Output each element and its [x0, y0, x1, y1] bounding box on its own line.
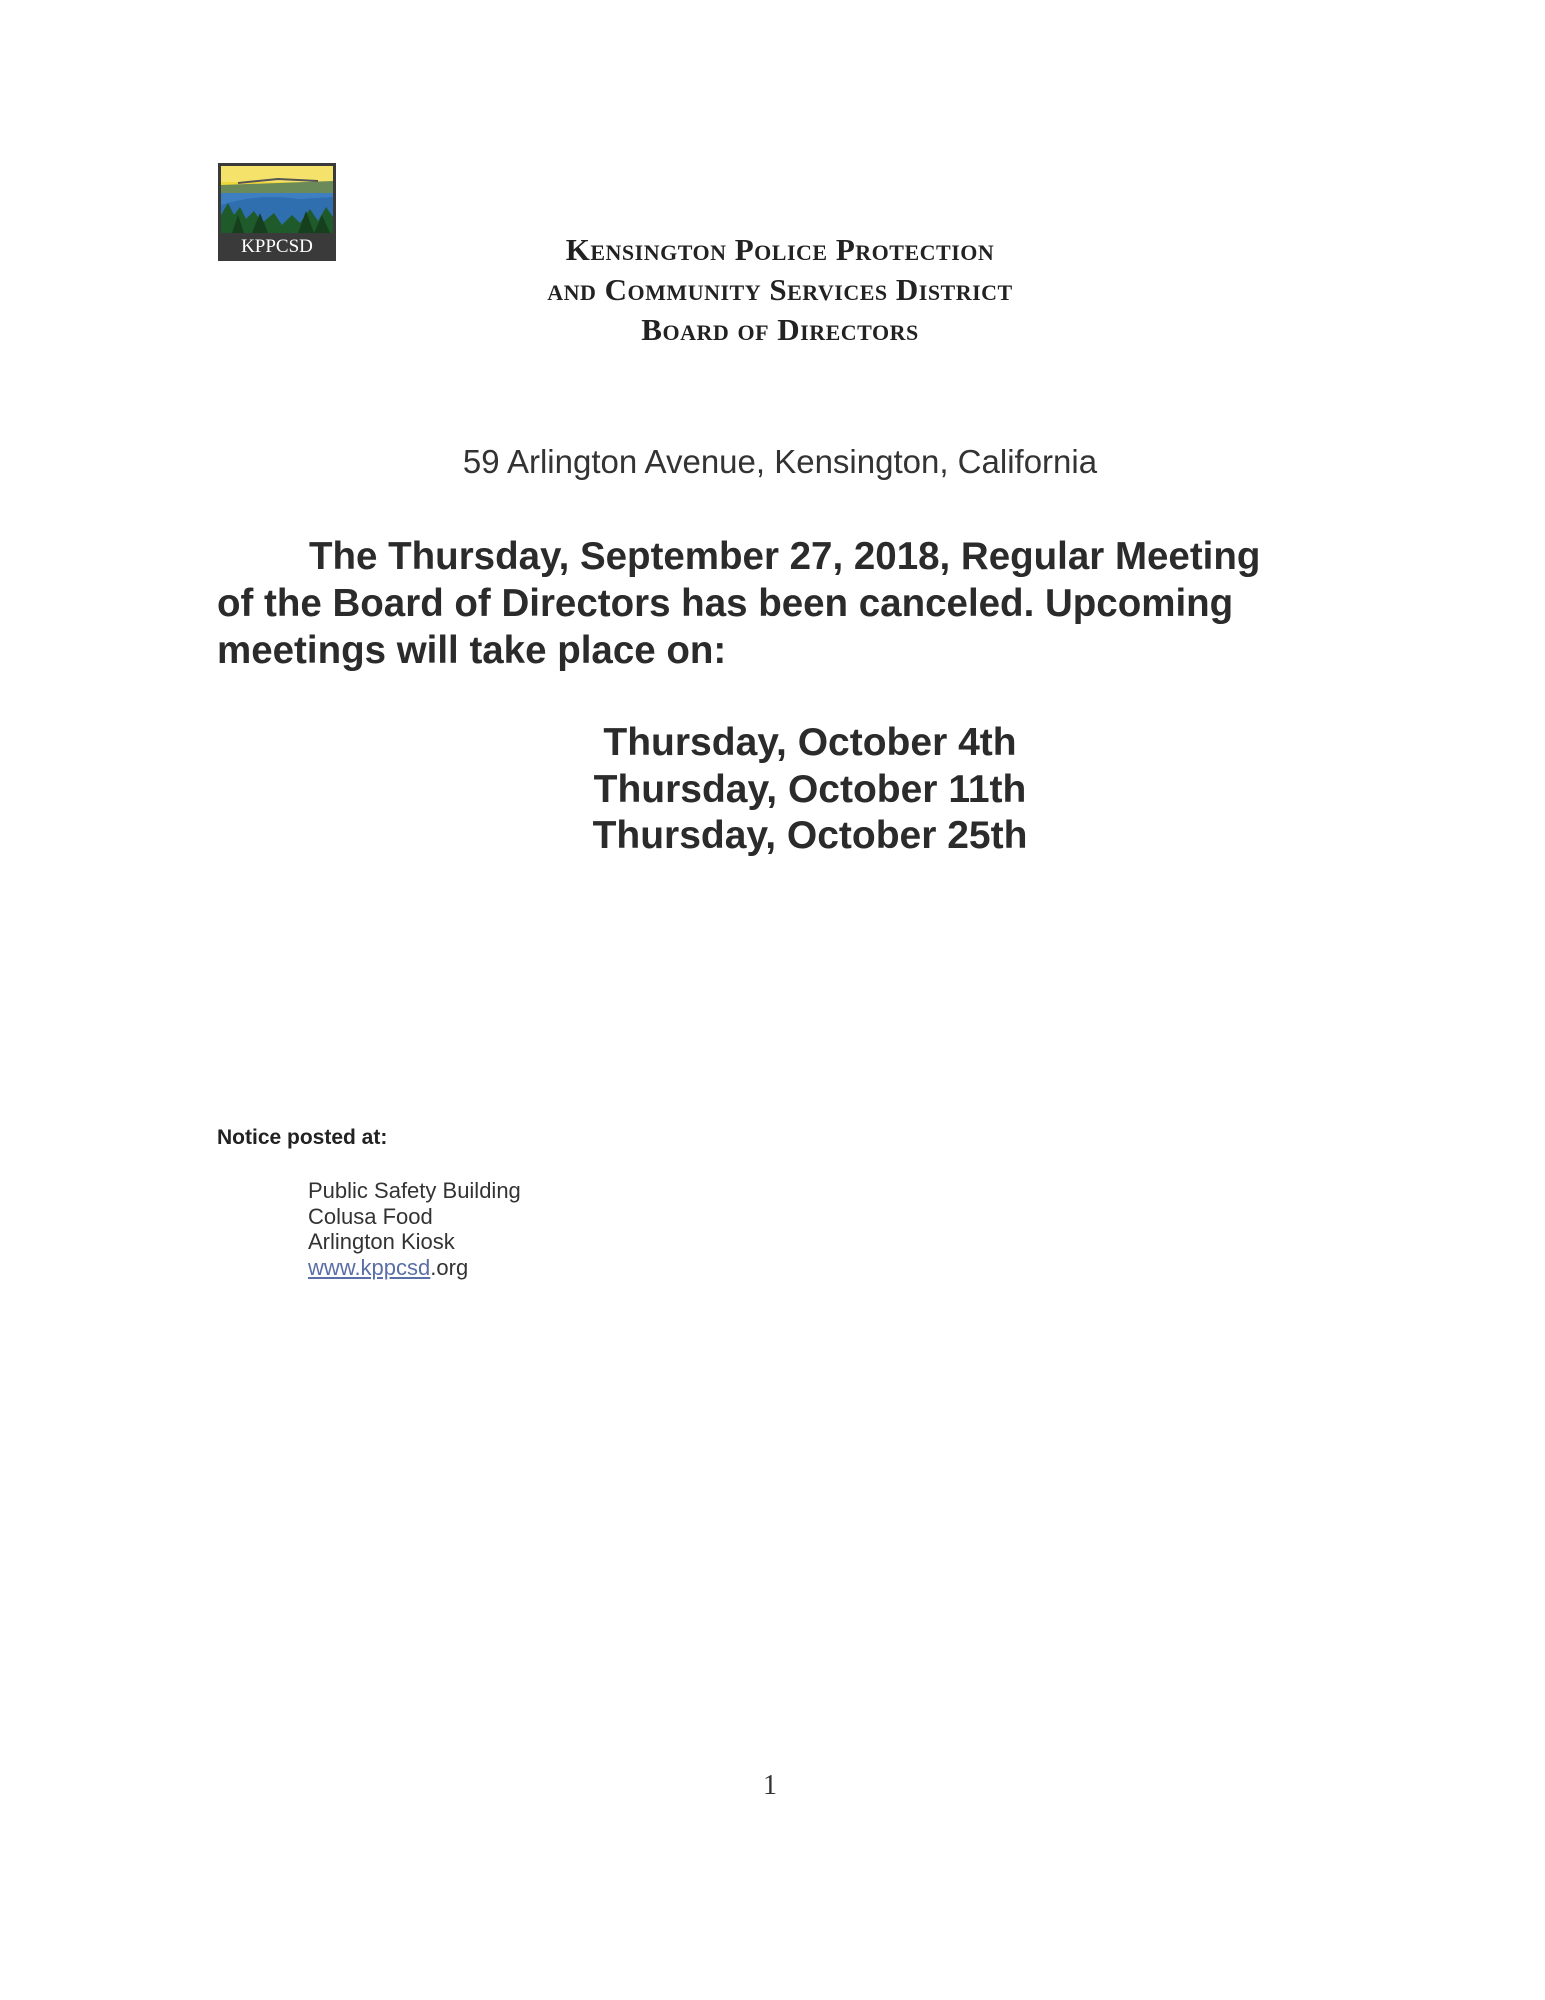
- website-suffix: .org: [430, 1254, 469, 1280]
- cancellation-notice: [217, 533, 1337, 674]
- notice-line-2: of the Board of Directors has been canceled. Upcoming: [217, 582, 1234, 625]
- org-name-line-3: Board of Directors: [641, 312, 919, 347]
- org-name-line-1: Kensington Police Protection: [565, 232, 995, 267]
- upcoming-meeting-dates: [560, 720, 1060, 860]
- notice-line-1: The Thursday, September 27, 2018, Regular Meeting: [309, 535, 1261, 578]
- meeting-date: Thursday, October 11th: [593, 767, 1027, 811]
- logo-text: KPPCSD: [241, 236, 313, 257]
- posting-location: Arlington Kiosk: [308, 1229, 455, 1254]
- posting-location: Colusa Food: [308, 1203, 433, 1229]
- meeting-address: 59 Arlington Avenue, Kensington, California: [462, 443, 1098, 480]
- page-number: 1: [763, 1770, 777, 1801]
- posting-location: Public Safety Building: [308, 1178, 521, 1203]
- notice-posted-label: Notice posted at:: [217, 1126, 388, 1149]
- org-name-line-2: and Community Services District: [547, 272, 1013, 307]
- posting-locations: [308, 1178, 521, 1280]
- kppcsd-logo: [218, 163, 336, 261]
- meeting-date: Thursday, October 4th: [603, 721, 1017, 764]
- kppcsd-logo-image: [218, 163, 336, 261]
- website-link[interactable]: www.kppcsd: [308, 1254, 431, 1280]
- notice-line-3: meetings will take place on:: [217, 629, 727, 672]
- meeting-date: Thursday, October 25th: [592, 814, 1028, 857]
- website-location: [308, 1255, 521, 1281]
